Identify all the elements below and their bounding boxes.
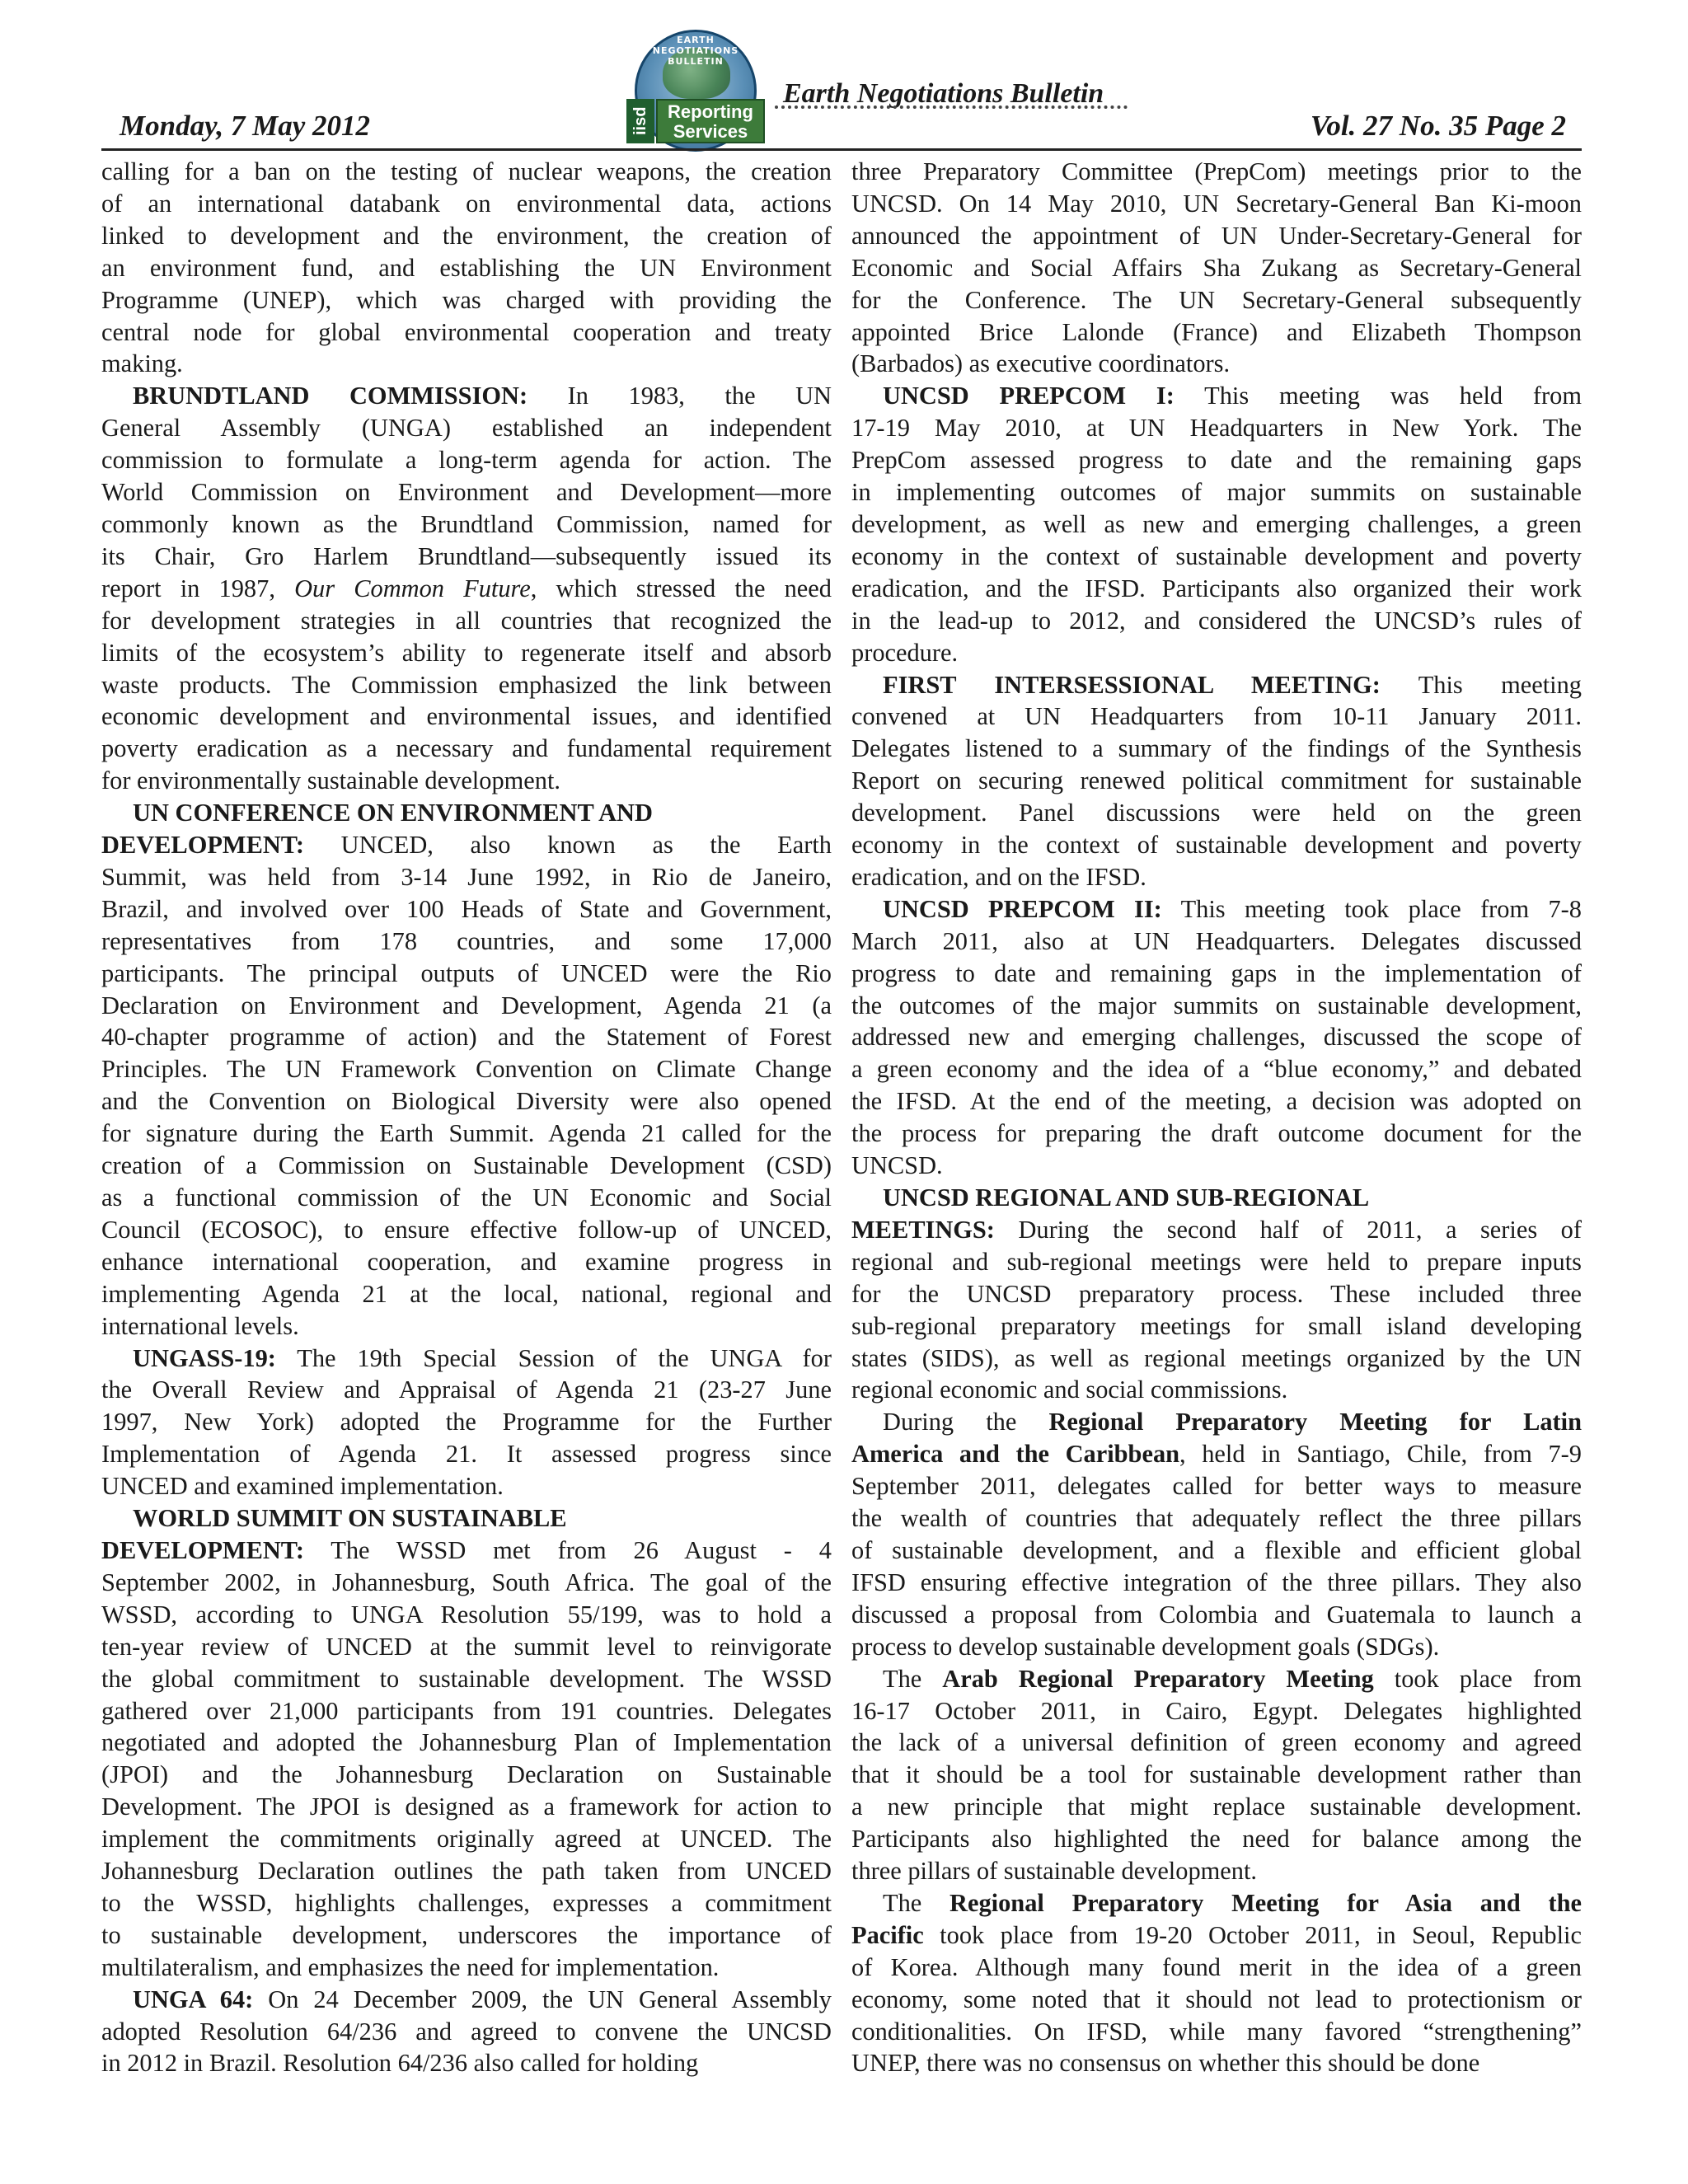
text-line: Johannesburg Declaration outlines the path taken from UNCED bbox=[101, 1857, 832, 1886]
text-line bbox=[101, 1535, 832, 1567]
paragraph-prepcom-i bbox=[851, 380, 1582, 668]
text-line: central node for global environmental cooperation and treaty bbox=[101, 317, 832, 346]
text-line: commission to formulate a long-term agenda for action. The bbox=[101, 446, 832, 475]
text-line: PrepCom assessed progress to date and the remaining gaps bbox=[851, 446, 1582, 475]
paragraph-unced bbox=[101, 797, 832, 1342]
text-line: the outcomes of the major summits on sustainable development, bbox=[851, 991, 1582, 1019]
text-line: (Barbados) as executive coordinators. bbox=[851, 349, 1231, 378]
text-line: international levels. bbox=[101, 1311, 299, 1340]
text-line: Principles. The UN Framework Convention on Climate Change bbox=[101, 1055, 832, 1084]
text-line: economy, some noted that it should not lead to protectionism or bbox=[851, 1985, 1582, 2013]
text-line: regional and sub-regional meetings were held to prepare inputs bbox=[851, 1247, 1582, 1276]
section-heading-regional: UNCSD REGIONAL AND SUB-REGIONAL bbox=[883, 1183, 1370, 1212]
right-column bbox=[851, 156, 1582, 2079]
header-dotted-rule bbox=[775, 105, 1128, 109]
text-run: This meeting took place from 7-8 bbox=[1161, 894, 1582, 923]
text-run: On 24 December 2009, the UN General Assembly bbox=[253, 1985, 832, 2013]
text-line: implement the commitments originally agreed at UNCED. The bbox=[101, 1825, 832, 1854]
text-line: for development strategies in all countries that recognized the bbox=[101, 606, 832, 635]
text-line: for environmentally sustainable development. bbox=[101, 766, 561, 795]
text-line: sub-regional preparatory meetings for small island developing bbox=[851, 1311, 1582, 1340]
text-line: a new principle that might replace sustainable development. bbox=[851, 1793, 1582, 1821]
logo-arc-text: EARTH NEGOTIATIONS BULLETIN bbox=[652, 35, 739, 67]
text-line: to sustainable development, underscores the importance of bbox=[101, 1920, 832, 1949]
text-line: participants. The principal outputs of UNCED were the Rio bbox=[101, 958, 832, 987]
text-line: making. bbox=[101, 349, 183, 378]
section-heading-unga-64: UNGA 64: bbox=[133, 1985, 254, 2013]
text-run: report in 1987, bbox=[101, 574, 295, 602]
text-line: September 2011, delegates called for better ways to measure bbox=[851, 1472, 1582, 1501]
text-line: progress to date and remaining gaps in the implementation of bbox=[851, 958, 1582, 987]
text-run: took place from 19-20 October 2011, in Seoul, Republic bbox=[923, 1920, 1582, 1949]
text-line: General Assembly (UNGA) established an independent bbox=[101, 414, 832, 443]
text-line bbox=[851, 1919, 1582, 1952]
section-heading-unced-cont: DEVELOPMENT: bbox=[101, 831, 304, 860]
text-line: WSSD, according to UNGA Resolution 55/199, was to hold a bbox=[101, 1600, 832, 1629]
paragraph-stockholm-continued bbox=[101, 156, 832, 380]
meeting-name-latin-america-cont: America and the Caribbean bbox=[851, 1440, 1180, 1469]
header-date: Monday, 7 May 2012 bbox=[120, 110, 370, 142]
left-column bbox=[101, 156, 832, 2079]
text-line: of Korea. Although many found merit in the idea of a green bbox=[851, 1952, 1582, 1981]
paragraph-first-intersessional bbox=[851, 669, 1582, 893]
report-title: Our Common Future bbox=[294, 574, 531, 602]
text-line: for signature during the Earth Summit. Agenda 21 called for the bbox=[101, 1119, 832, 1148]
text-line bbox=[851, 669, 1582, 701]
text-line: economic development and environmental issues, and identified bbox=[101, 702, 832, 731]
text-line: 40-chapter programme of action) and the Statement of Forest bbox=[101, 1023, 832, 1052]
text-line: eradication, and the IFSD. Participants also organized their work bbox=[851, 574, 1582, 602]
text-line: convened at UN Headquarters from 10-11 January 2011. bbox=[851, 702, 1582, 731]
text-line: linked to development and the environment, the creation of bbox=[101, 221, 832, 250]
text-line bbox=[851, 1438, 1582, 1470]
header-volume-page: Vol. 27 No. 35 Page 2 bbox=[1310, 110, 1566, 142]
paragraph-asia-pacific bbox=[851, 1887, 1582, 2079]
text-line: the wealth of countries that adequately reflect the three pillars bbox=[851, 1504, 1582, 1533]
text-run: The bbox=[883, 1888, 950, 1917]
text-line: Declaration on Environment and Development, Agenda 21 (a bbox=[101, 991, 832, 1019]
text-line: UNCSD. bbox=[851, 1151, 943, 1180]
text-line: ten-year review of UNCED at the summit level to reinvigorate bbox=[101, 1632, 832, 1661]
text-line: three pillars of sustainable development. bbox=[851, 1857, 1258, 1886]
text-run: , held in Santiago, Chile, from 7-9 bbox=[1179, 1440, 1582, 1469]
text-line: for the UNCSD preparatory process. These included three bbox=[851, 1279, 1582, 1308]
text-line: that it should be a tool for sustainable development rather than bbox=[851, 1760, 1582, 1789]
text-line: regional economic and social commissions. bbox=[851, 1376, 1288, 1404]
text-line: September 2002, in Johannesburg, South Africa. The goal of the bbox=[101, 1568, 832, 1596]
text-line: implementing Agenda 21 at the local, national, regional and bbox=[101, 1279, 832, 1308]
text-line: states (SIDS), as well as regional meetings organized by the UN bbox=[851, 1343, 1582, 1372]
section-heading-ungass-19: UNGASS-19: bbox=[133, 1343, 276, 1372]
paragraph-latin-america bbox=[851, 1406, 1582, 1662]
logo-reporting-services-box bbox=[656, 99, 765, 143]
section-heading-wssd: WORLD SUMMIT ON SUSTAINABLE bbox=[133, 1504, 567, 1533]
text-line: Summit, was held from 3-14 June 1992, in Rio de Janeiro, bbox=[101, 862, 832, 891]
text-line bbox=[851, 380, 1582, 412]
text-line bbox=[851, 893, 1582, 926]
text-line: the lack of a universal definition of green economy and agreed bbox=[851, 1728, 1582, 1757]
text-line bbox=[851, 1663, 1582, 1695]
text-run: This meeting was held from bbox=[1174, 382, 1582, 410]
text-line bbox=[101, 1984, 832, 2016]
text-line: to the WSSD, highlights challenges, expresses a commitment bbox=[101, 1888, 832, 1917]
text-line: Council (ECOSOC), to ensure effective follow-up of UNCED, bbox=[101, 1215, 832, 1244]
text-line: UNCSD. On 14 May 2010, UN Secretary-General Ban Ki-moon bbox=[851, 189, 1582, 218]
paragraph-arab-regional bbox=[851, 1663, 1582, 1887]
meeting-name-asia-pacific: Regional Preparatory Meeting for Asia and the bbox=[950, 1888, 1582, 1917]
paragraph-prepcom-intro bbox=[851, 156, 1582, 380]
text-line: adopted Resolution 64/236 and agreed to convene the UNCSD bbox=[101, 2017, 832, 2046]
text-line: IFSD ensuring effective integration of the three pillars. They also bbox=[851, 1568, 1582, 1596]
text-line: Development. The JPOI is designed as a framework for action to bbox=[101, 1793, 832, 1821]
paragraph-ungass-19 bbox=[101, 1343, 832, 1503]
text-line: a green economy and the idea of a “blue economy,” and debated bbox=[851, 1055, 1582, 1084]
text-line: in 2012 in Brazil. Resolution 64/236 also called for holding bbox=[101, 2049, 699, 2078]
text-line: March 2011, also at UN Headquarters. Delegates discussed bbox=[851, 926, 1582, 955]
text-run: , which stressed the need bbox=[530, 574, 832, 602]
text-line: UNCED and examined implementation. bbox=[101, 1472, 504, 1501]
text-run: took place from bbox=[1373, 1664, 1582, 1693]
text-line: Report on securing renewed political commitment for sustainable bbox=[851, 766, 1582, 795]
text-line: UNEP, there was no consensus on whether this should be done bbox=[851, 2049, 1480, 2078]
text-line bbox=[851, 1182, 1582, 1214]
text-line: Programme (UNEP), which was charged with providing the bbox=[101, 285, 832, 314]
text-line: the process for preparing the draft outcome document for the bbox=[851, 1119, 1582, 1148]
text-line bbox=[851, 1887, 1582, 1919]
text-line: calling for a ban on the testing of nuclear weapons, the creation bbox=[101, 157, 832, 185]
text-line: for the Conference. The UN Secretary-General subsequently bbox=[851, 285, 1582, 314]
text-line: Delegates listened to a summary of the findings of the Synthesis bbox=[851, 734, 1582, 763]
text-line: enhance international cooperation, and examine progress in bbox=[101, 1247, 832, 1276]
text-run: During the bbox=[883, 1408, 1049, 1436]
text-line: in implementing outcomes of major summits on sustainable bbox=[851, 478, 1582, 507]
text-line: commonly known as the Brundtland Commission, named for bbox=[101, 509, 832, 538]
text-line: Brazil, and involved over 100 Heads of State and Government, bbox=[101, 894, 832, 923]
logo-line-2: Services bbox=[673, 121, 748, 142]
text-line: addressed new and emerging challenges, discussed the scope of bbox=[851, 1023, 1582, 1052]
text-line: as a functional commission of the UN Economic and Social bbox=[101, 1183, 832, 1212]
text-line: gathered over 21,000 participants from 191 countries. Delegates bbox=[101, 1696, 832, 1725]
text-line bbox=[101, 797, 832, 829]
paragraph-unga-64 bbox=[101, 1984, 832, 2080]
text-line: procedure. bbox=[851, 638, 959, 667]
text-line: appointed Brice Lalonde (France) and Elizabeth Thompson bbox=[851, 317, 1582, 346]
text-line: poverty eradication as a necessary and fundamental requirement bbox=[101, 734, 832, 763]
text-line bbox=[851, 1214, 1582, 1246]
text-line: 1997, New York) adopted the Programme for the Further bbox=[101, 1408, 832, 1436]
text-line bbox=[851, 1406, 1582, 1438]
paragraph-brundtland bbox=[101, 380, 832, 797]
text-line: conditionalities. On IFSD, while many favored “strengthening” bbox=[851, 2017, 1582, 2046]
text-run: The WSSD met from 26 August - 4 bbox=[303, 1535, 832, 1564]
text-line: discussed a proposal from Colombia and Guatemala to launch a bbox=[851, 1600, 1582, 1629]
text-line bbox=[101, 573, 832, 605]
section-heading-brundtland: BRUNDTLAND COMMISSION: bbox=[133, 382, 528, 410]
text-line: representatives from 178 countries, and some 17,000 bbox=[101, 926, 832, 955]
text-line: Participants also highlighted the need for balance among the bbox=[851, 1825, 1582, 1854]
text-line: economy in the context of sustainable development and poverty bbox=[851, 541, 1582, 570]
text-line: 17-19 May 2010, at UN Headquarters in New York. The bbox=[851, 414, 1582, 443]
header-rule bbox=[101, 148, 1582, 151]
text-line: eradication, and on the IFSD. bbox=[851, 862, 1146, 891]
text-line: of sustainable development, and a flexible and efficient global bbox=[851, 1535, 1582, 1564]
text-run: In 1983, the UN bbox=[528, 382, 832, 410]
logo-iisd-text: iisd bbox=[626, 99, 654, 143]
text-line: in the lead-up to 2012, and considered the UNCSD’s rules of bbox=[851, 606, 1582, 635]
text-line: multilateralism, and emphasizes the need for implementation. bbox=[101, 1952, 720, 1981]
text-line: the Overall Review and Appraisal of Agenda 21 (23-27 June bbox=[101, 1376, 832, 1404]
text-line: the IFSD. At the end of the meeting, a decision was adopted on bbox=[851, 1087, 1582, 1116]
text-run: This meeting bbox=[1380, 670, 1582, 699]
section-heading-prepcom-ii: UNCSD PREPCOM II: bbox=[883, 894, 1162, 923]
meeting-name-latin-america: Regional Preparatory Meeting for Latin bbox=[1048, 1408, 1582, 1436]
text-line: development. Panel discussions were held on the green bbox=[851, 799, 1582, 827]
text-line: announced the appointment of UN Under-Secretary-General for bbox=[851, 221, 1582, 250]
section-heading-wssd-cont: DEVELOPMENT: bbox=[101, 1535, 304, 1564]
text-line: its Chair, Gro Harlem Brundtland—subsequently issued its bbox=[101, 541, 832, 570]
text-run: During the second half of 2011, a series of bbox=[994, 1215, 1582, 1244]
text-line: negotiated and adopted the Johannesburg Plan of Implementation bbox=[101, 1728, 832, 1757]
text-line: economy in the context of sustainable development and poverty bbox=[851, 831, 1582, 860]
text-line: World Commission on Environment and Development—more bbox=[101, 478, 832, 507]
text-line: development, as well as new and emerging challenges, a green bbox=[851, 509, 1582, 538]
text-line: of an international databank on environmental data, actions bbox=[101, 189, 832, 218]
meeting-name-arab: Arab Regional Preparatory Meeting bbox=[942, 1664, 1374, 1693]
text-line: an environment fund, and establishing the UN Environment bbox=[101, 253, 832, 282]
text-line: three Preparatory Committee (PrepCom) meetings prior to the bbox=[851, 157, 1582, 185]
text-line: 16-17 October 2011, in Cairo, Egypt. Delegates highlighted bbox=[851, 1696, 1582, 1725]
section-heading-unced: UN CONFERENCE ON ENVIRONMENT AND bbox=[133, 799, 653, 827]
text-run: The bbox=[883, 1664, 943, 1693]
paragraph-prepcom-ii bbox=[851, 893, 1582, 1182]
paragraph-wssd bbox=[101, 1502, 832, 1984]
paragraph-regional-meetings bbox=[851, 1182, 1582, 1406]
text-run: UNCED, also known as the Earth bbox=[303, 831, 832, 860]
section-heading-prepcom-i: UNCSD PREPCOM I: bbox=[883, 382, 1175, 410]
iisd-reporting-services-logo bbox=[626, 30, 765, 145]
section-heading-regional-cont: MEETINGS: bbox=[851, 1215, 995, 1244]
text-line bbox=[101, 380, 832, 412]
text-line: limits of the ecosystem’s ability to regenerate itself and absorb bbox=[101, 638, 832, 667]
text-line: creation of a Commission on Sustainable Development (CSD) bbox=[101, 1151, 832, 1180]
text-line: (JPOI) and the Johannesburg Declaration on Sustainable bbox=[101, 1760, 832, 1789]
text-line: and the Convention on Biological Diversity were also opened bbox=[101, 1087, 832, 1116]
text-run: The 19th Special Session of the UNGA for bbox=[275, 1343, 832, 1372]
text-line bbox=[101, 1502, 832, 1535]
logo-line-1: Reporting bbox=[668, 101, 753, 122]
text-line: waste products. The Commission emphasized the link between bbox=[101, 670, 832, 699]
meeting-name-asia-pacific-cont: Pacific bbox=[851, 1920, 924, 1949]
header-publication-title: Earth Negotiations Bulletin bbox=[783, 78, 1104, 109]
text-line: Implementation of Agenda 21. It assessed progress since bbox=[101, 1440, 832, 1469]
text-line bbox=[101, 829, 832, 861]
text-line: Economic and Social Affairs Sha Zukang as Secretary-General bbox=[851, 253, 1582, 282]
text-line: the global commitment to sustainable development. The WSSD bbox=[101, 1664, 832, 1693]
text-line bbox=[101, 1343, 832, 1375]
section-heading-first-intersessional: FIRST INTERSESSIONAL MEETING: bbox=[883, 670, 1381, 699]
text-line: process to develop sustainable development goals (SDGs). bbox=[851, 1632, 1440, 1661]
